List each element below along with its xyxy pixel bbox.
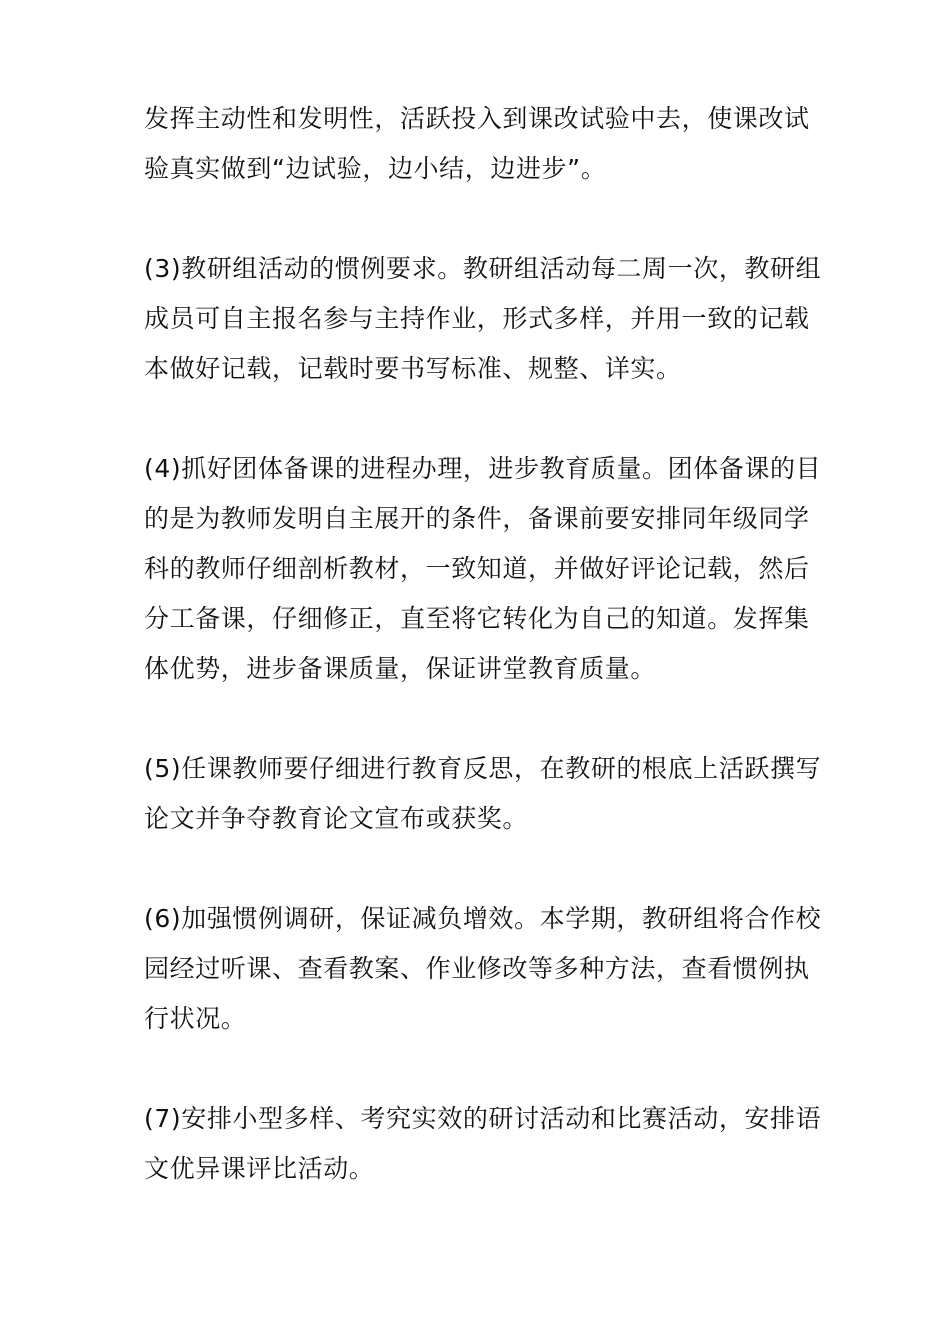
text-line: 的是为教师发明自主展开的条件，备课前要安排同年级同学 [144, 504, 810, 533]
paragraph-item-3 [144, 244, 822, 394]
text-line: (6)加强惯例调研，保证减负增效。本学期，教研组将合作校 [144, 904, 822, 933]
text-line: 论文并争夺教育论文宣布或获奖。 [144, 804, 529, 833]
paragraph-item-4 [144, 444, 822, 694]
paragraph-item-5 [144, 744, 822, 844]
text-line: 科的教师仔细剖析教材，一致知道，并做好评论记载，然后 [144, 554, 810, 583]
paragraph-continuation [144, 94, 810, 194]
text-line: 本做好记载，记载时要书写标准、规整、详实。 [144, 354, 682, 383]
paragraph-item-6 [144, 894, 822, 1044]
text-line: 体优势，进步备课质量，保证讲堂教育质量。 [144, 654, 657, 683]
text-line: 文优异课评比活动。 [144, 1154, 375, 1183]
text-line: 成员可自主报名参与主持作业，形式多样，并用一致的记载 [144, 304, 810, 333]
text-line: 行状况。 [144, 1004, 247, 1033]
paragraph-item-7 [144, 1094, 822, 1194]
text-line: 验真实做到“边试验，边小结，边进步”。 [144, 154, 607, 183]
text-line: (5)任课教师要仔细进行教育反思，在教研的根底上活跃撰写 [144, 754, 822, 783]
text-line: 园经过听课、查看教案、作业修改等多种方法，查看惯例执 [144, 954, 810, 983]
document-page [144, 94, 822, 1244]
text-line: 分工备课，仔细修正，直至将它转化为自己的知道。发挥集 [144, 604, 810, 633]
text-line: (4)抓好团体备课的进程办理，进步教育质量。团体备课的目 [144, 454, 822, 483]
text-line: (7)安排小型多样、考究实效的研讨活动和比赛活动，安排语 [144, 1104, 822, 1133]
text-line: (3)教研组活动的惯例要求。教研组活动每二周一次，教研组 [144, 254, 822, 283]
text-line: 发挥主动性和发明性，活跃投入到课改试验中去，使课改试 [144, 104, 810, 133]
